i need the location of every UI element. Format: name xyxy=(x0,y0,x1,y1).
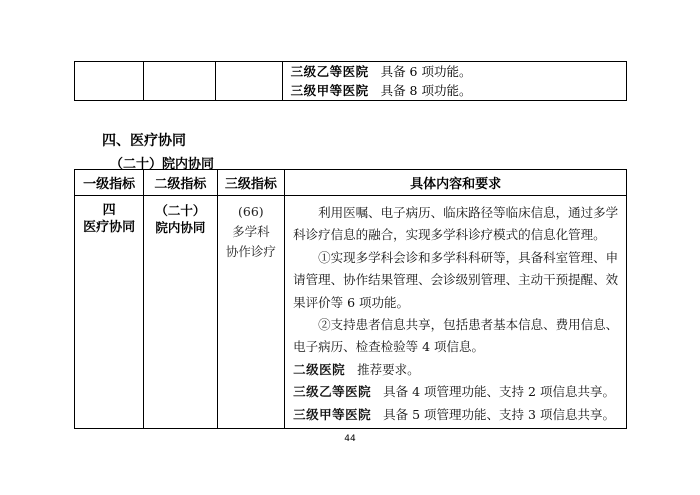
content-paragraph: ②支持患者信息共享，包括患者基本信息、费用信息、电子病历、检查检验等 4 项信息。 xyxy=(293,317,619,355)
table-row xyxy=(75,62,627,101)
hospital-level: 三级甲等医院 xyxy=(290,83,369,98)
level2-name: 院内协同 xyxy=(155,220,206,235)
table-row xyxy=(75,196,627,429)
requirement-line xyxy=(293,359,620,381)
requirement-text: 具备 4 项管理功能、支持 2 项信息共享。 xyxy=(383,384,615,400)
requirement-line xyxy=(291,81,626,100)
level3-number: (66) xyxy=(238,204,264,219)
section-heading: 四、医疗协同 xyxy=(102,133,186,149)
level1-number: 四 xyxy=(102,203,116,218)
page-number: 44 xyxy=(344,434,356,444)
requirement-text: 具备 8 项功能。 xyxy=(380,83,472,98)
level3-name-line2: 协作诊疗 xyxy=(225,244,276,259)
hospital-level: 三级乙等医院 xyxy=(290,64,369,79)
table-cell-level2 xyxy=(143,62,215,101)
requirement-text: 推荐要求。 xyxy=(357,361,420,377)
indicator-table xyxy=(74,169,627,429)
header-level3: 三级指标 xyxy=(217,170,285,196)
level1-cell xyxy=(75,196,144,429)
level3-cell xyxy=(217,196,285,429)
table-cell-content xyxy=(282,62,626,101)
requirement-line xyxy=(293,404,620,426)
requirement-line xyxy=(291,62,626,81)
level3-name-line1: 多学科 xyxy=(232,224,270,239)
level2-number: （二十） xyxy=(155,203,206,218)
requirement-text: 具备 6 项功能。 xyxy=(380,64,472,79)
requirement-text: 具备 5 项管理功能、支持 3 项信息共享。 xyxy=(383,406,615,422)
table-cell-level3 xyxy=(215,62,282,101)
level2-cell xyxy=(144,196,217,429)
requirement-line xyxy=(293,381,620,403)
hospital-level: 三级甲等医院 xyxy=(293,406,372,422)
hospital-level: 三级乙等医院 xyxy=(293,384,372,400)
header-level2: 二级指标 xyxy=(144,170,217,196)
sub-heading: （二十）院内协同 xyxy=(110,157,215,172)
hospital-level: 二级医院 xyxy=(293,361,346,377)
table-cell-level1 xyxy=(75,62,144,101)
header-level1: 一级指标 xyxy=(75,170,144,196)
content-paragraph: ①实现多学科会诊和多学科科研等，具备科室管理、申请管理、协作结果管理、会诊级别管理、主动干预提醒、效果评价等 6 项功能。 xyxy=(293,249,619,310)
continued-table xyxy=(74,61,627,101)
header-content: 具体内容和要求 xyxy=(285,170,627,196)
table-header-row xyxy=(75,170,627,196)
content-paragraph: 利用医嘱、电子病历、临床路径等临床信息，通过多学科诊疗信息的融合，实现多学科诊疗模式的信息化管理。 xyxy=(293,205,619,243)
content-cell xyxy=(285,196,627,429)
level1-name: 医疗协同 xyxy=(83,220,136,235)
